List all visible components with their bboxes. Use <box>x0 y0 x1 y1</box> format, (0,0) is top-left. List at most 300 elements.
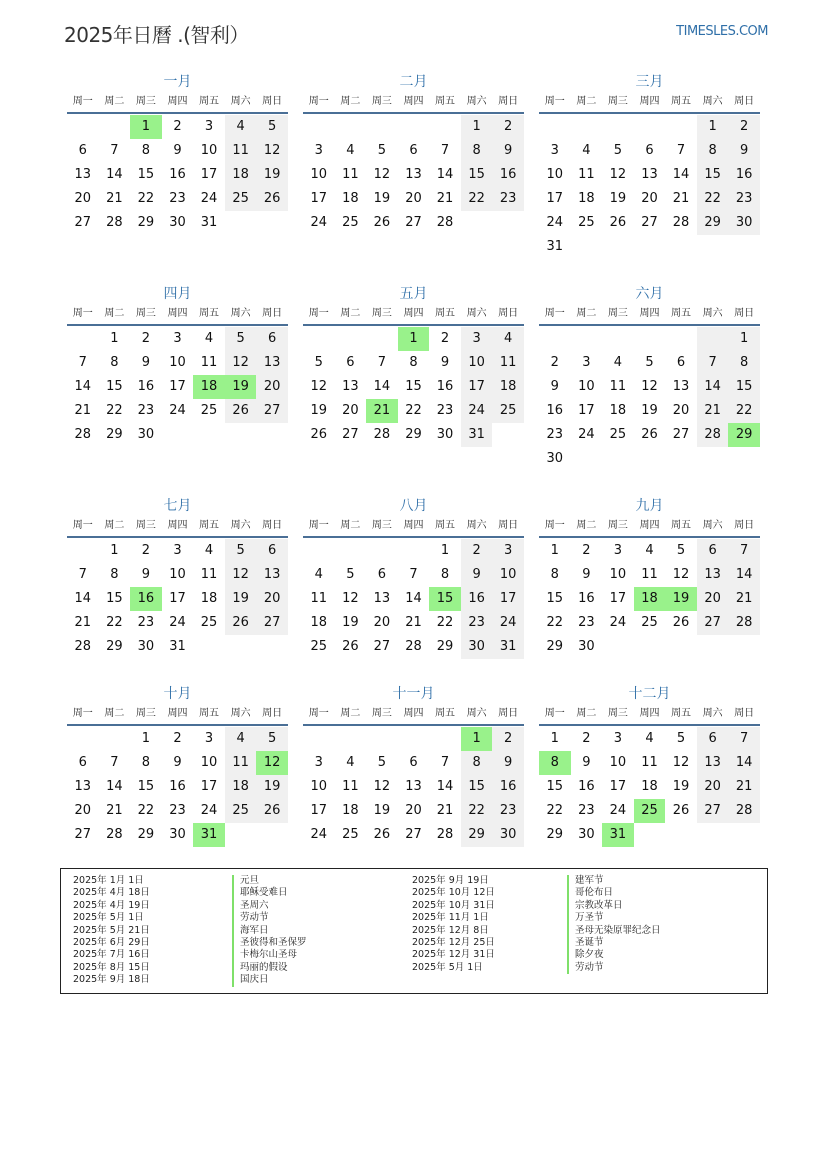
day-cell[interactable]: 13 <box>74 779 92 794</box>
day-cell[interactable]: 11 <box>641 755 658 770</box>
day-cell[interactable]: 9 <box>728 139 760 163</box>
day-cell[interactable]: 10 <box>169 567 186 582</box>
day-cell[interactable]: 6 <box>78 755 87 770</box>
day-cell[interactable]: 13 <box>373 591 391 606</box>
day-cell[interactable]: 6 <box>409 755 418 770</box>
day-cell[interactable]: 5 <box>346 567 355 582</box>
day-cell[interactable]: 13 <box>672 379 690 394</box>
day-cell[interactable]: 13 <box>256 351 288 375</box>
day-cell[interactable]: 25 <box>225 187 257 211</box>
day-cell[interactable]: 26 <box>609 215 627 230</box>
day-cell[interactable]: 26 <box>373 827 391 842</box>
day-cell[interactable]: 27 <box>641 215 658 230</box>
day-cell[interactable]: 1 <box>110 331 119 346</box>
day-cell[interactable]: 10 <box>461 351 493 375</box>
day-cell[interactable]: 5 <box>314 355 323 370</box>
day-cell[interactable]: 31 <box>200 215 218 230</box>
day-cell[interactable]: 27 <box>672 427 690 442</box>
day-cell[interactable]: 11 <box>225 139 257 163</box>
day-cell[interactable]: 11 <box>310 591 328 606</box>
day-cell[interactable]: 6 <box>346 355 355 370</box>
day-cell[interactable]: 29 <box>106 639 123 654</box>
day-cell[interactable]: 14 <box>106 167 123 182</box>
day-cell[interactable]: 15 <box>137 779 155 794</box>
day-cell[interactable]: 28 <box>74 427 92 442</box>
day-cell[interactable]: 8 <box>728 351 760 375</box>
day-cell[interactable]: 14 <box>436 779 454 794</box>
day-cell[interactable]: 17 <box>200 779 218 794</box>
day-cell[interactable]: 9 <box>141 355 151 370</box>
day-cell[interactable]: 10 <box>492 563 524 587</box>
day-cell[interactable]: 21 <box>106 191 123 206</box>
day-cell[interactable]: 18 <box>578 191 595 206</box>
day-cell[interactable]: 3 <box>204 119 214 134</box>
day-cell[interactable]: 16 <box>461 587 493 611</box>
day-cell[interactable]: 31 <box>492 635 524 659</box>
day-cell[interactable]: 22 <box>461 799 493 823</box>
day-cell[interactable]: 7 <box>728 727 760 751</box>
day-cell[interactable]: 24 <box>310 827 328 842</box>
day-cell[interactable]: 31 <box>546 239 564 254</box>
day-cell[interactable]: 31 <box>169 639 186 654</box>
day-cell[interactable]: 25 <box>342 215 359 230</box>
day-cell[interactable]: 1 <box>728 327 760 351</box>
day-cell[interactable]: 3 <box>613 543 623 558</box>
day-cell[interactable]: 3 <box>314 143 323 158</box>
day-cell[interactable]: 22 <box>405 403 422 418</box>
day-cell[interactable]: 5 <box>256 727 288 751</box>
day-cell[interactable]: 23 <box>137 615 155 630</box>
day-cell[interactable]: 19 <box>672 779 690 794</box>
day-cell[interactable]: 6 <box>697 539 729 563</box>
day-cell[interactable]: 26 <box>641 427 658 442</box>
day-cell[interactable]: 22 <box>461 187 493 211</box>
day-cell[interactable]: 7 <box>110 143 119 158</box>
day-cell[interactable]: 6 <box>256 539 288 563</box>
day-cell[interactable]: 2 <box>141 543 151 558</box>
day-cell[interactable]: 30 <box>546 451 564 466</box>
day-cell[interactable]: 21 <box>74 615 92 630</box>
day-cell[interactable]: 8 <box>110 567 119 582</box>
day-cell[interactable]: 17 <box>546 191 564 206</box>
day-cell[interactable]: 30 <box>436 427 454 442</box>
day-cell[interactable]: 12 <box>310 379 328 394</box>
day-cell[interactable]: 10 <box>200 755 218 770</box>
day-cell[interactable]: 5 <box>377 143 387 158</box>
day-cell[interactable]: 24 <box>609 615 627 630</box>
day-cell[interactable]: 11 <box>342 167 359 182</box>
day-cell[interactable]: 28 <box>436 215 454 230</box>
day-cell[interactable]: 2 <box>582 731 591 746</box>
site-link[interactable]: TIMESLES.COM <box>676 24 768 39</box>
day-cell[interactable]: 30 <box>169 827 186 842</box>
day-cell[interactable]: 30 <box>728 211 760 235</box>
day-cell[interactable]: 18 <box>200 591 218 606</box>
day-cell[interactable]: 2 <box>550 355 559 370</box>
day-cell[interactable]: 12 <box>373 779 391 794</box>
day-cell[interactable]: 13 <box>697 563 729 587</box>
day-cell[interactable]: 22 <box>728 399 760 423</box>
day-cell[interactable]: 6 <box>697 727 729 751</box>
day-cell[interactable]: 15 <box>697 163 729 187</box>
day-cell[interactable]: 21 <box>405 615 422 630</box>
day-cell[interactable]: 13 <box>697 751 729 775</box>
day-cell[interactable]: 16 <box>728 163 760 187</box>
day-cell[interactable]: 17 <box>310 191 328 206</box>
day-cell[interactable]: 27 <box>342 427 359 442</box>
day-cell[interactable]: 24 <box>578 427 595 442</box>
day-cell[interactable]: 3 <box>613 731 623 746</box>
day-cell[interactable]: 12 <box>256 751 288 775</box>
day-cell[interactable]: 11 <box>492 351 524 375</box>
day-cell[interactable]: 5 <box>377 755 387 770</box>
day-cell[interactable]: 28 <box>405 639 422 654</box>
day-cell[interactable]: 4 <box>346 143 355 158</box>
day-cell[interactable]: 10 <box>578 379 595 394</box>
day-cell[interactable]: 7 <box>440 143 450 158</box>
day-cell[interactable]: 27 <box>373 639 391 654</box>
day-cell[interactable]: 12 <box>256 139 288 163</box>
day-cell[interactable]: 19 <box>225 375 257 399</box>
day-cell[interactable]: 21 <box>436 191 454 206</box>
day-cell[interactable]: 29 <box>137 827 155 842</box>
day-cell[interactable]: 22 <box>436 615 454 630</box>
day-cell[interactable]: 13 <box>74 167 92 182</box>
day-cell[interactable]: 1 <box>461 727 493 751</box>
day-cell[interactable]: 25 <box>200 403 218 418</box>
day-cell[interactable]: 30 <box>578 639 595 654</box>
day-cell[interactable]: 28 <box>728 611 760 635</box>
day-cell[interactable]: 15 <box>106 591 123 606</box>
day-cell[interactable]: 3 <box>582 355 591 370</box>
day-cell[interactable]: 10 <box>546 167 564 182</box>
day-cell[interactable]: 4 <box>645 543 654 558</box>
day-cell[interactable]: 18 <box>225 163 257 187</box>
day-cell[interactable]: 4 <box>613 355 623 370</box>
day-cell[interactable]: 26 <box>256 799 288 823</box>
day-cell[interactable]: 3 <box>204 731 214 746</box>
day-cell[interactable]: 24 <box>546 215 564 230</box>
day-cell[interactable]: 27 <box>405 827 422 842</box>
day-cell[interactable]: 13 <box>641 167 658 182</box>
day-cell[interactable]: 21 <box>697 399 729 423</box>
day-cell[interactable]: 15 <box>405 379 422 394</box>
day-cell[interactable]: 5 <box>256 115 288 139</box>
day-cell[interactable]: 5 <box>225 539 257 563</box>
day-cell[interactable]: 10 <box>200 143 218 158</box>
day-cell[interactable]: 18 <box>609 403 627 418</box>
day-cell[interactable]: 13 <box>342 379 359 394</box>
day-cell[interactable]: 11 <box>641 567 658 582</box>
day-cell[interactable]: 20 <box>641 191 658 206</box>
day-cell[interactable]: 26 <box>256 187 288 211</box>
day-cell[interactable]: 6 <box>78 143 87 158</box>
day-cell[interactable]: 26 <box>672 803 690 818</box>
day-cell[interactable]: 24 <box>169 615 186 630</box>
day-cell[interactable]: 6 <box>676 355 686 370</box>
day-cell[interactable]: 21 <box>728 587 760 611</box>
day-cell[interactable]: 20 <box>405 191 422 206</box>
day-cell[interactable]: 19 <box>609 191 627 206</box>
day-cell[interactable]: 23 <box>492 799 524 823</box>
day-cell[interactable]: 28 <box>436 827 454 842</box>
day-cell[interactable]: 14 <box>436 167 454 182</box>
day-cell[interactable]: 14 <box>74 591 92 606</box>
day-cell[interactable]: 10 <box>609 755 627 770</box>
day-cell[interactable]: 15 <box>429 587 461 611</box>
day-cell[interactable]: 21 <box>672 191 690 206</box>
day-cell[interactable]: 24 <box>492 611 524 635</box>
day-cell[interactable]: 2 <box>492 115 524 139</box>
day-cell[interactable]: 30 <box>461 635 493 659</box>
day-cell[interactable]: 14 <box>728 751 760 775</box>
day-cell[interactable]: 1 <box>697 115 729 139</box>
day-cell[interactable]: 22 <box>546 803 564 818</box>
day-cell[interactable]: 4 <box>582 143 591 158</box>
day-cell[interactable]: 19 <box>373 803 391 818</box>
day-cell[interactable]: 19 <box>373 191 391 206</box>
day-cell[interactable]: 7 <box>78 567 87 582</box>
day-cell[interactable]: 20 <box>672 403 690 418</box>
day-cell[interactable]: 1 <box>398 327 430 351</box>
day-cell[interactable]: 12 <box>342 591 359 606</box>
day-cell[interactable]: 30 <box>137 639 155 654</box>
day-cell[interactable]: 29 <box>436 639 454 654</box>
day-cell[interactable]: 28 <box>74 639 92 654</box>
day-cell[interactable]: 12 <box>609 167 627 182</box>
day-cell[interactable]: 7 <box>377 355 387 370</box>
day-cell[interactable]: 2 <box>461 539 493 563</box>
day-cell[interactable]: 15 <box>728 375 760 399</box>
day-cell[interactable]: 18 <box>492 375 524 399</box>
day-cell[interactable]: 13 <box>256 563 288 587</box>
day-cell[interactable]: 3 <box>173 331 182 346</box>
day-cell[interactable]: 16 <box>169 167 186 182</box>
day-cell[interactable]: 28 <box>106 215 123 230</box>
day-cell[interactable]: 27 <box>697 611 729 635</box>
day-cell[interactable]: 26 <box>310 427 328 442</box>
day-cell[interactable]: 15 <box>546 591 564 606</box>
day-cell[interactable]: 18 <box>342 191 359 206</box>
day-cell[interactable]: 24 <box>200 191 218 206</box>
day-cell[interactable]: 20 <box>256 375 288 399</box>
day-cell[interactable]: 1 <box>141 731 151 746</box>
day-cell[interactable]: 17 <box>169 379 186 394</box>
day-cell[interactable]: 17 <box>609 591 627 606</box>
day-cell[interactable]: 18 <box>342 803 359 818</box>
day-cell[interactable]: 9 <box>582 755 591 770</box>
day-cell[interactable]: 5 <box>676 543 686 558</box>
day-cell[interactable]: 27 <box>256 399 288 423</box>
day-cell[interactable]: 17 <box>609 779 627 794</box>
day-cell[interactable]: 27 <box>405 215 422 230</box>
day-cell[interactable]: 31 <box>461 423 493 447</box>
day-cell[interactable]: 25 <box>225 799 257 823</box>
day-cell[interactable]: 16 <box>492 775 524 799</box>
day-cell[interactable]: 24 <box>310 215 328 230</box>
day-cell[interactable]: 16 <box>130 587 162 611</box>
day-cell[interactable]: 31 <box>602 823 634 847</box>
day-cell[interactable]: 24 <box>200 803 218 818</box>
day-cell[interactable]: 5 <box>613 143 623 158</box>
day-cell[interactable]: 29 <box>697 211 729 235</box>
day-cell[interactable]: 2 <box>440 331 450 346</box>
day-cell[interactable]: 28 <box>672 215 690 230</box>
day-cell[interactable]: 13 <box>405 167 422 182</box>
day-cell[interactable]: 20 <box>697 775 729 799</box>
day-cell[interactable]: 29 <box>106 427 123 442</box>
day-cell[interactable]: 29 <box>546 827 564 842</box>
day-cell[interactable]: 20 <box>74 191 92 206</box>
day-cell[interactable]: 14 <box>672 167 690 182</box>
day-cell[interactable]: 28 <box>106 827 123 842</box>
day-cell[interactable]: 22 <box>106 403 123 418</box>
day-cell[interactable]: 17 <box>200 167 218 182</box>
day-cell[interactable]: 15 <box>461 163 493 187</box>
day-cell[interactable]: 19 <box>342 615 359 630</box>
day-cell[interactable]: 10 <box>310 167 328 182</box>
day-cell[interactable]: 16 <box>436 379 454 394</box>
day-cell[interactable]: 15 <box>106 379 123 394</box>
day-cell[interactable]: 28 <box>373 427 391 442</box>
day-cell[interactable]: 27 <box>697 799 729 823</box>
day-cell[interactable]: 25 <box>342 827 359 842</box>
day-cell[interactable]: 18 <box>310 615 328 630</box>
day-cell[interactable]: 11 <box>200 355 218 370</box>
day-cell[interactable]: 8 <box>141 143 151 158</box>
day-cell[interactable]: 9 <box>492 751 524 775</box>
day-cell[interactable]: 26 <box>342 639 359 654</box>
day-cell[interactable]: 12 <box>225 563 257 587</box>
day-cell[interactable]: 18 <box>193 375 225 399</box>
day-cell[interactable]: 9 <box>440 355 450 370</box>
day-cell[interactable]: 20 <box>342 403 359 418</box>
day-cell[interactable]: 1 <box>130 115 162 139</box>
day-cell[interactable]: 2 <box>141 331 151 346</box>
day-cell[interactable]: 9 <box>141 567 151 582</box>
day-cell[interactable]: 22 <box>137 803 155 818</box>
day-cell[interactable]: 14 <box>728 563 760 587</box>
day-cell[interactable]: 21 <box>106 803 123 818</box>
day-cell[interactable]: 8 <box>539 751 571 775</box>
day-cell[interactable]: 14 <box>373 379 391 394</box>
day-cell[interactable]: 25 <box>609 427 627 442</box>
day-cell[interactable]: 24 <box>461 399 493 423</box>
day-cell[interactable]: 3 <box>492 539 524 563</box>
day-cell[interactable]: 7 <box>440 755 450 770</box>
day-cell[interactable]: 11 <box>578 167 595 182</box>
day-cell[interactable]: 4 <box>492 327 524 351</box>
day-cell[interactable]: 11 <box>200 567 218 582</box>
day-cell[interactable]: 9 <box>582 567 591 582</box>
day-cell[interactable]: 4 <box>225 727 257 751</box>
day-cell[interactable]: 9 <box>550 379 559 394</box>
day-cell[interactable]: 7 <box>78 355 87 370</box>
day-cell[interactable]: 9 <box>173 143 182 158</box>
day-cell[interactable]: 19 <box>310 403 328 418</box>
day-cell[interactable]: 16 <box>546 403 564 418</box>
day-cell[interactable]: 1 <box>550 543 559 558</box>
day-cell[interactable]: 21 <box>436 803 454 818</box>
day-cell[interactable]: 2 <box>173 731 182 746</box>
day-cell[interactable]: 27 <box>74 827 92 842</box>
day-cell[interactable]: 18 <box>225 775 257 799</box>
day-cell[interactable]: 7 <box>728 539 760 563</box>
day-cell[interactable]: 27 <box>74 215 92 230</box>
day-cell[interactable]: 22 <box>697 187 729 211</box>
day-cell[interactable]: 4 <box>346 755 355 770</box>
day-cell[interactable]: 14 <box>74 379 92 394</box>
day-cell[interactable]: 8 <box>110 355 119 370</box>
day-cell[interactable]: 13 <box>405 779 422 794</box>
day-cell[interactable]: 21 <box>366 399 398 423</box>
day-cell[interactable]: 29 <box>137 215 155 230</box>
day-cell[interactable]: 7 <box>697 351 729 375</box>
day-cell[interactable]: 3 <box>173 543 182 558</box>
day-cell[interactable]: 23 <box>436 403 454 418</box>
day-cell[interactable]: 20 <box>405 803 422 818</box>
day-cell[interactable]: 19 <box>641 403 658 418</box>
day-cell[interactable]: 8 <box>141 755 151 770</box>
day-cell[interactable]: 27 <box>256 611 288 635</box>
day-cell[interactable]: 17 <box>310 803 328 818</box>
day-cell[interactable]: 28 <box>697 423 729 447</box>
day-cell[interactable]: 30 <box>169 215 186 230</box>
day-cell[interactable]: 28 <box>728 799 760 823</box>
day-cell[interactable]: 23 <box>578 803 595 818</box>
day-cell[interactable]: 8 <box>440 567 450 582</box>
day-cell[interactable]: 12 <box>672 567 690 582</box>
day-cell[interactable]: 16 <box>578 591 595 606</box>
day-cell[interactable]: 20 <box>256 587 288 611</box>
day-cell[interactable]: 4 <box>314 567 323 582</box>
day-cell[interactable]: 10 <box>169 355 186 370</box>
day-cell[interactable]: 11 <box>225 751 257 775</box>
day-cell[interactable]: 3 <box>314 755 323 770</box>
day-cell[interactable]: 12 <box>641 379 658 394</box>
day-cell[interactable]: 29 <box>405 427 422 442</box>
day-cell[interactable]: 1 <box>440 543 450 558</box>
day-cell[interactable]: 30 <box>578 827 595 842</box>
day-cell[interactable]: 22 <box>106 615 123 630</box>
day-cell[interactable]: 23 <box>578 615 595 630</box>
day-cell[interactable]: 14 <box>697 375 729 399</box>
day-cell[interactable]: 17 <box>461 375 493 399</box>
day-cell[interactable]: 2 <box>582 543 591 558</box>
day-cell[interactable]: 26 <box>225 611 257 635</box>
day-cell[interactable]: 23 <box>169 803 186 818</box>
day-cell[interactable]: 6 <box>256 327 288 351</box>
day-cell[interactable]: 25 <box>634 799 666 823</box>
day-cell[interactable]: 29 <box>546 639 564 654</box>
day-cell[interactable]: 10 <box>609 567 627 582</box>
day-cell[interactable]: 18 <box>634 587 666 611</box>
day-cell[interactable]: 9 <box>492 139 524 163</box>
day-cell[interactable]: 5 <box>645 355 654 370</box>
day-cell[interactable]: 24 <box>609 803 627 818</box>
day-cell[interactable]: 11 <box>609 379 627 394</box>
day-cell[interactable]: 26 <box>672 615 690 630</box>
day-cell[interactable]: 6 <box>645 143 654 158</box>
day-cell[interactable]: 10 <box>310 779 328 794</box>
day-cell[interactable]: 22 <box>546 615 564 630</box>
day-cell[interactable]: 26 <box>225 399 257 423</box>
day-cell[interactable]: 14 <box>405 591 422 606</box>
day-cell[interactable]: 20 <box>373 615 391 630</box>
day-cell[interactable]: 5 <box>225 327 257 351</box>
day-cell[interactable]: 7 <box>409 567 418 582</box>
day-cell[interactable]: 8 <box>697 139 729 163</box>
